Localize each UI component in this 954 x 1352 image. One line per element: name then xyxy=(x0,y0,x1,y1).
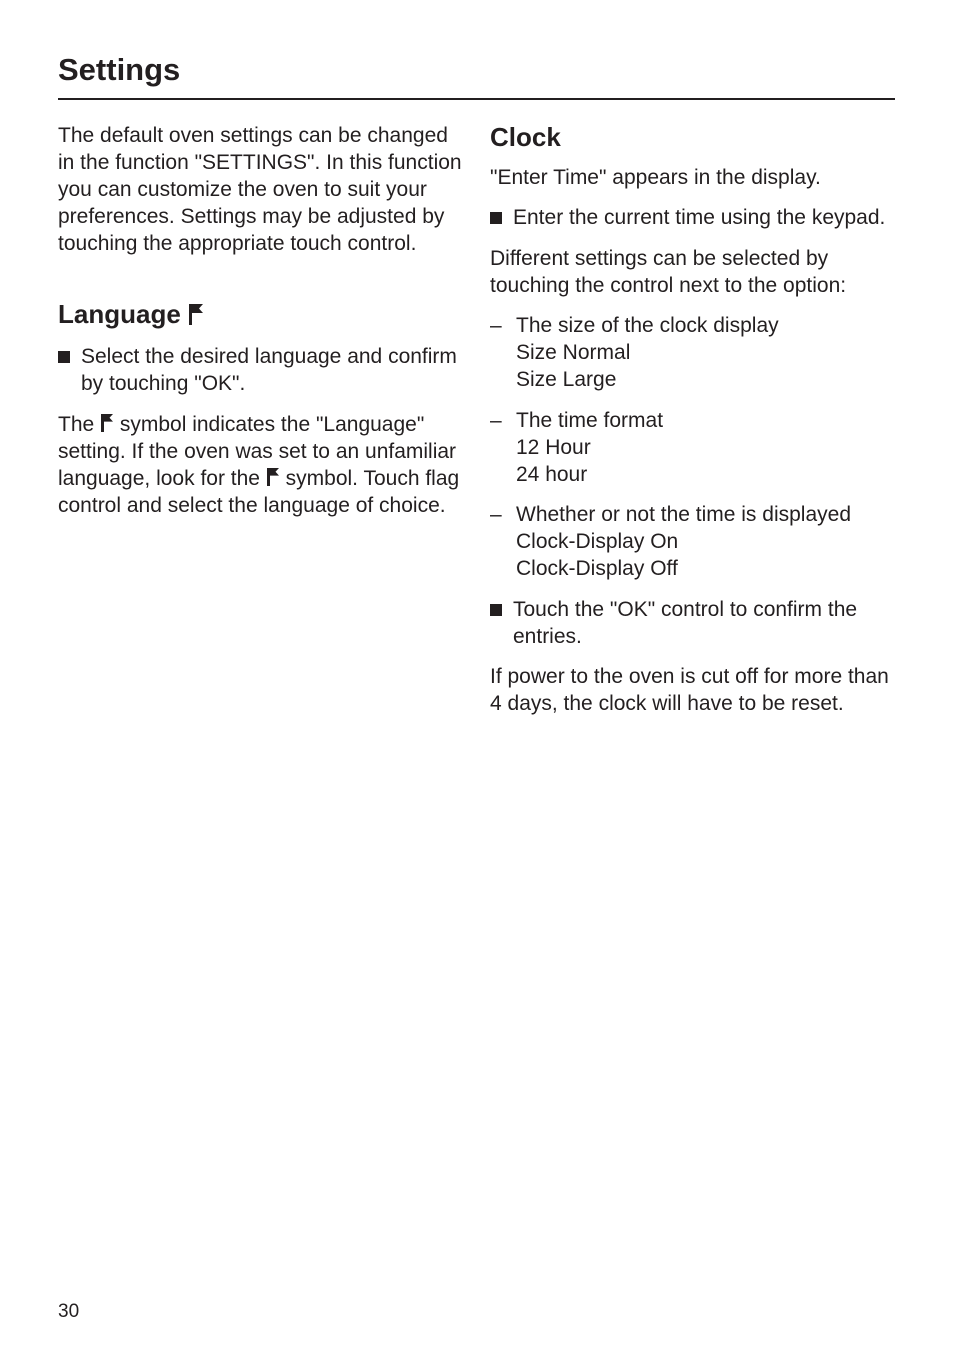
left-column xyxy=(58,122,462,519)
option-value: Size Normal xyxy=(516,341,631,364)
option-time-format xyxy=(490,407,900,488)
enter-time-paragraph: "Enter Time" appears in the display. xyxy=(490,166,821,189)
option-clock-display xyxy=(490,501,900,582)
dash-marker: – xyxy=(490,314,502,337)
enter-time-instruction: Enter the current time using the keypad. xyxy=(490,204,900,231)
option-value: Clock-Display Off xyxy=(516,557,678,580)
confirm-instruction: Touch the "OK" control to confirm the entries. xyxy=(490,596,900,650)
intro-paragraph: The default oven settings can be changed in the function "SETTINGS". In this function you can customize the oven to suit your preferences. Settings may be adjusted by touching the appropriate touch control. xyxy=(58,124,462,255)
option-label: Whether or not the time is displayed xyxy=(516,503,851,526)
language-para-part-2: symbol indicates the "Language" setting. If the oven was set to an unfamiliar language, look for the xyxy=(58,413,457,490)
flag-icon xyxy=(188,303,204,325)
language-para-part-3: symbol. Touch flag control and select the language of choice. xyxy=(58,467,460,517)
language-heading xyxy=(58,299,462,329)
language-para-part-1: The xyxy=(58,413,95,436)
language-instruction: Select the desired language and confirm by touching "OK". xyxy=(58,343,462,397)
clock-heading: Clock xyxy=(490,122,561,152)
language-symbol-paragraph xyxy=(58,411,462,519)
flag-icon xyxy=(100,413,114,432)
dash-marker: – xyxy=(490,503,502,526)
language-heading-text: Language xyxy=(58,299,181,329)
options-intro: Different settings can be selected by touching the control next to the option: xyxy=(490,247,847,297)
option-value: 12 Hour xyxy=(516,436,591,459)
dash-marker: – xyxy=(490,409,502,432)
title-divider xyxy=(58,98,895,100)
option-label: The time format xyxy=(516,409,664,432)
option-value: Clock-Display On xyxy=(516,530,679,553)
page-number: 30 xyxy=(58,1301,80,1322)
option-value: 24 hour xyxy=(516,463,588,486)
option-label: The size of the clock display xyxy=(516,314,779,337)
page-title: Settings xyxy=(58,52,181,87)
option-value: Size Large xyxy=(516,368,617,391)
option-clock-size xyxy=(490,312,900,393)
right-column xyxy=(490,122,900,717)
power-note: If power to the oven is cut off for more than 4 days, the clock will have to be reset. xyxy=(490,665,889,715)
flag-icon xyxy=(266,467,280,486)
